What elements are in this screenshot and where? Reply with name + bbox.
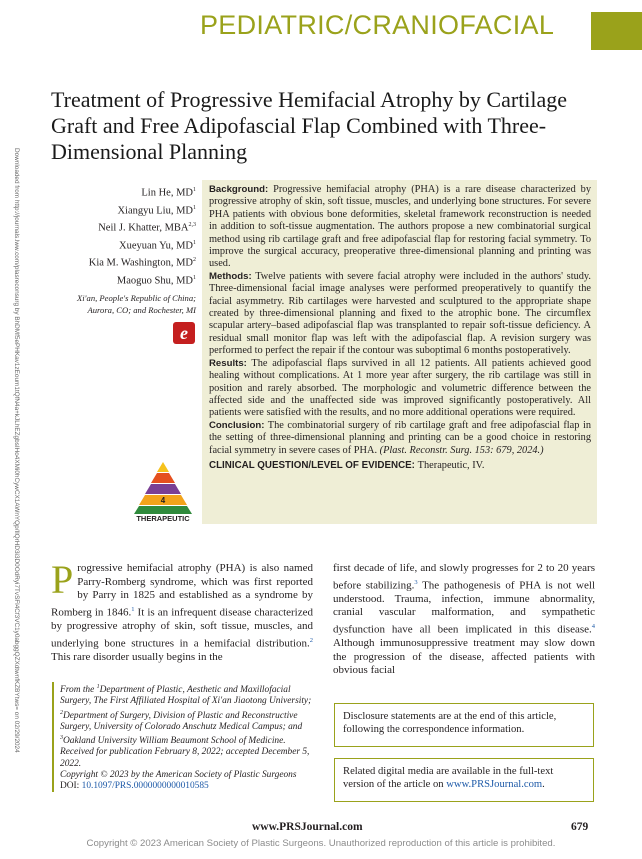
abstract-text <box>209 184 591 472</box>
background-text: Progressive hemifacial atrophy (PHA) is a rare disease characterized by progressive atrophy of skin, soft tissue, muscles, and underlying bone structures. For severe PHA patients with obvious bone deformities, skeletal framework reconstruction is needed in addition to soft-tissue augmentation. The authors propose a new combinatorial surgical method using rib cartilage graft and free adipofascial flap for restoring facial symmetry. To improve the surgical accuracy, preoperative three-dimensional planning and printing was used. <box>209 184 591 270</box>
section-accent-bar <box>591 12 642 50</box>
author: Maoguo Shu, $MD^1$ <box>116 274 196 286</box>
drop-cap: P <box>51 557 74 602</box>
body-column-right: first decade of life, and slowly progresses for 2 to 20 years before stabilizing.$^3$ The pathogenesis of PHA is not well understood. Trauma, infection, immune abnormality, cranial vascular malformation, and sympathetic dysfunction have all been implicated in this disease.$^4$ Although immunosuppressive treatment may slow down the progression of the disease, affected patients with obvious facial <box>333 562 595 677</box>
disclosure-box: Disclosure statements are at the end of this article, following the correspondence information. <box>334 703 594 747</box>
copyright-notice: Copyright © 2023 by the American Society of Plastic Surgeons <box>60 769 297 780</box>
article-title: Treatment of Progressive Hemifacial Atrophy by Cartilage Graft and Free Adipofascial Flap Combined with Three-Dimensional Planning <box>51 87 568 164</box>
results-label: Results: <box>209 357 247 369</box>
journal-link[interactable]: www.PRSJournal.com <box>446 779 543 790</box>
received-dates: Received for publication February 8, 2022; accepted December 5, 2022. <box>60 747 310 769</box>
section-label: PEDIATRIC/CRANIOFACIAL <box>200 10 555 40</box>
methods-label: Methods: <box>209 270 252 282</box>
results-text: The adipofascial flaps survived in all 12 patients. All patients achieved good healing without complications. At 1 more year after surgery, the rib cartilage was still in position and rarely absorbed. The morphologic and volumetric difference between the affected side and the unaffected side was improved significantly postoperatively. All patients were satisfied with the results, and no more additional operations were required. <box>209 357 591 419</box>
author: Xiangyu Liu, $MD^1$ <box>117 204 196 216</box>
download-side-note: Downloaded from http://journals.lww.com/plasreconsurg by BhDMf5ePHKav1zEoum1tQfN4a+kJLhEZgbsIHo4XMi0hCywCX1AWnYQp/IlQrHD3i3D0OdRyi7TvSFl4Cf3VC1y0abggQZXdtwnfKZBYtws= on 02/29/2024 <box>13 148 20 753</box>
affiliations-block: From the $^1$Department of Plastic, Aesthetic and Maxillofacial Surgery, The First Affiliated Hospital of Xi'an Jiaotong University; $^2$Department of Surgery, Division of Plastic and Reconstructive Surgery, University of Colorado Anschutz Medical Campus; and $^3$Oakland University William Beaumont School of Medicine. Received for publication February 8, 2022; accepted December 5, 2022. Copyright © 2023 by the American Society of Plastic Surgeons DOI: 10.1097/PRS.0000000000010585 <box>52 682 322 792</box>
author: Lin He, $MD^1$ <box>141 187 196 199</box>
digital-media-box: Related digital media are available in the full-text version of the article on www.PRSJournal.com. <box>334 758 594 802</box>
background-label: Background: <box>209 184 269 195</box>
conclusion-text: The combinatorial surgery of rib cartilage graft and free adipofascial flap in the setting of three-dimensional planning and printing can be a good choice in restoring facial symmetry in severe cases of PHA. <box>209 419 591 456</box>
digital-media-e-icon[interactable]: e <box>173 322 195 344</box>
doi-link[interactable]: 10.1097/PRS.0000000000010585 <box>81 781 209 791</box>
citation: (Plast. Reconstr. Surg. 153: 679, 2024.) <box>379 444 544 456</box>
reference-link[interactable]: 2 <box>309 636 313 644</box>
copyright-line: Copyright © 2023 American Society of Plastic Surgeons. Unauthorized reproduction of this article is prohibited. <box>86 838 556 849</box>
clinical-question: CLINICAL QUESTION/LEVEL OF EVIDENCE: Therapeutic, IV. <box>209 459 485 471</box>
location-line: Aurora, CO; and Rochester, MI <box>87 305 196 315</box>
evidence-caption: THERAPEUTIC <box>136 514 190 523</box>
reference-link[interactable]: 3 <box>414 578 418 586</box>
reference-link[interactable]: 4 <box>591 623 595 631</box>
author: Kia M. Washington, $MD^2$ <box>88 257 196 269</box>
page-number: 679 <box>571 821 589 833</box>
author: Neil J. Khatter, MBA$^{2,3}$ <box>98 222 196 234</box>
author: Xueyuan Yu, $MD^1$ <box>119 239 196 251</box>
body-column-left: Progressive hemifacial atrophy (PHA) is also named Parry-Romberg syndrome, which was first reported by Parry in 1825 and established as a syndrome by Romberg in 1846.$^1$ It is an infrequent disease characterized by progressive atrophy of skin, soft tissue, muscles, and underlying bone structures in a hemifacial distribution.$^2$ This rare disorder usually begins in the <box>51 557 313 663</box>
methods-text: Twelve patients with severe facial atrophy were included in the authors' study. Three-dimensional facial image analyses were performed preoperatively to quantify the facial asymmetry. Rib cartilages were harvested and sculptured to the appropriate shape created by three-dimensional planning and fixed to the atrophic bone. The circumflex scapular artery–based adipofascial flap was transplanted to repair soft-tissue deficiency. A residual small monitor flap was left with the adipofascial flap. A revision surgery was performed to perfect the repair if the contour was suboptimal 6 months postoperatively. <box>209 270 591 357</box>
footer-url[interactable]: www.PRSJournal.com <box>252 821 363 833</box>
evidence-level-number: 4 <box>160 496 166 505</box>
doi: DOI: 10.1097/PRS.0000000000010585 <box>60 781 209 791</box>
conclusion-label: Conclusion: <box>209 419 265 431</box>
reference-link[interactable]: 1 <box>131 605 135 613</box>
location-line: Xi'an, People's Republic of China; <box>77 293 196 303</box>
author-list <box>0 183 196 316</box>
